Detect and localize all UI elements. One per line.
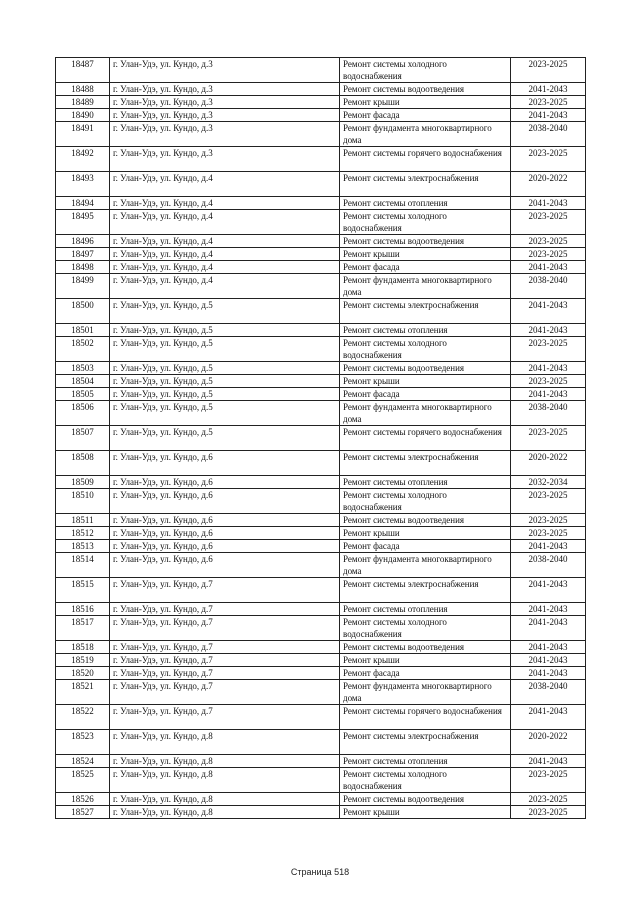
row-address: г. Улан-Удэ, ул. Кундо, д.3 <box>110 96 340 109</box>
table-row <box>56 616 586 641</box>
row-period: 2038-2040 <box>511 401 586 426</box>
row-work-type: Ремонт системы водоотведения <box>340 514 511 527</box>
row-period: 2023-2025 <box>511 806 586 819</box>
row-address: г. Улан-Удэ, ул. Кундо, д.3 <box>110 83 340 96</box>
row-work-type: Ремонт фасада <box>340 109 511 122</box>
row-work-type: Ремонт крыши <box>340 806 511 819</box>
row-address: г. Улан-Удэ, ул. Кундо, д.7 <box>110 578 340 603</box>
row-number: 18514 <box>56 553 110 578</box>
row-number: 18504 <box>56 375 110 388</box>
row-address: г. Улан-Удэ, ул. Кундо, д.7 <box>110 641 340 654</box>
table-row <box>56 274 586 299</box>
row-work-type: Ремонт системы холодного водоснабжения <box>340 616 511 641</box>
row-number: 18527 <box>56 806 110 819</box>
row-number: 18493 <box>56 172 110 197</box>
row-address: г. Улан-Удэ, ул. Кундо, д.4 <box>110 248 340 261</box>
row-work-type: Ремонт системы горячего водоснабжения <box>340 426 511 451</box>
table-row <box>56 514 586 527</box>
row-number: 18490 <box>56 109 110 122</box>
row-number: 18526 <box>56 793 110 806</box>
row-work-type: Ремонт крыши <box>340 375 511 388</box>
table-row <box>56 755 586 768</box>
row-work-type: Ремонт системы отопления <box>340 197 511 210</box>
table-row <box>56 730 586 755</box>
row-number: 18495 <box>56 210 110 235</box>
row-period: 2041-2043 <box>511 197 586 210</box>
row-address: г. Улан-Удэ, ул. Кундо, д.3 <box>110 109 340 122</box>
row-work-type: Ремонт системы водоотведения <box>340 793 511 806</box>
row-period: 2023-2025 <box>511 147 586 172</box>
table-row <box>56 489 586 514</box>
row-work-type: Ремонт фасада <box>340 667 511 680</box>
row-number: 18521 <box>56 680 110 705</box>
table-row <box>56 197 586 210</box>
row-number: 18498 <box>56 261 110 274</box>
row-work-type: Ремонт системы водоотведения <box>340 83 511 96</box>
row-period: 2020-2022 <box>511 172 586 197</box>
row-address: г. Улан-Удэ, ул. Кундо, д.6 <box>110 540 340 553</box>
row-number: 18511 <box>56 514 110 527</box>
row-number: 18505 <box>56 388 110 401</box>
row-address: г. Улан-Удэ, ул. Кундо, д.5 <box>110 337 340 362</box>
row-work-type: Ремонт системы горячего водоснабжения <box>340 705 511 730</box>
row-address: г. Улан-Удэ, ул. Кундо, д.6 <box>110 553 340 578</box>
row-number: 18512 <box>56 527 110 540</box>
row-number: 18516 <box>56 603 110 616</box>
row-period: 2020-2022 <box>511 451 586 476</box>
row-number: 18487 <box>56 58 110 83</box>
row-number: 18520 <box>56 667 110 680</box>
row-number: 18502 <box>56 337 110 362</box>
row-period: 2041-2043 <box>511 755 586 768</box>
table-row <box>56 375 586 388</box>
row-work-type: Ремонт фундамента многоквартирного дома <box>340 274 511 299</box>
row-address: г. Улан-Удэ, ул. Кундо, д.4 <box>110 210 340 235</box>
table-row <box>56 641 586 654</box>
table-row <box>56 248 586 261</box>
table-row <box>56 109 586 122</box>
row-number: 18515 <box>56 578 110 603</box>
row-address: г. Улан-Удэ, ул. Кундо, д.8 <box>110 806 340 819</box>
table-row <box>56 527 586 540</box>
row-work-type: Ремонт крыши <box>340 654 511 667</box>
row-work-type: Ремонт фасада <box>340 540 511 553</box>
row-work-type: Ремонт фундамента многоквартирного дома <box>340 553 511 578</box>
row-period: 2041-2043 <box>511 388 586 401</box>
table-row <box>56 147 586 172</box>
row-address: г. Улан-Удэ, ул. Кундо, д.4 <box>110 235 340 248</box>
row-period: 2023-2025 <box>511 235 586 248</box>
row-period: 2020-2022 <box>511 730 586 755</box>
row-number: 18522 <box>56 705 110 730</box>
table-row <box>56 768 586 793</box>
row-number: 18508 <box>56 451 110 476</box>
row-number: 18503 <box>56 362 110 375</box>
row-work-type: Ремонт фундамента многоквартирного дома <box>340 401 511 426</box>
row-address: г. Улан-Удэ, ул. Кундо, д.6 <box>110 514 340 527</box>
row-number: 18517 <box>56 616 110 641</box>
row-address: г. Улан-Удэ, ул. Кундо, д.6 <box>110 489 340 514</box>
row-address: г. Улан-Удэ, ул. Кундо, д.3 <box>110 122 340 147</box>
table-row <box>56 578 586 603</box>
row-number: 18523 <box>56 730 110 755</box>
row-period: 2041-2043 <box>511 362 586 375</box>
row-address: г. Улан-Удэ, ул. Кундо, д.4 <box>110 274 340 299</box>
row-work-type: Ремонт системы отопления <box>340 603 511 616</box>
row-work-type: Ремонт системы холодного водоснабжения <box>340 768 511 793</box>
row-work-type: Ремонт системы отопления <box>340 476 511 489</box>
row-period: 2041-2043 <box>511 324 586 337</box>
row-period: 2023-2025 <box>511 426 586 451</box>
row-address: г. Улан-Удэ, ул. Кундо, д.3 <box>110 58 340 83</box>
row-number: 18519 <box>56 654 110 667</box>
row-number: 18500 <box>56 299 110 324</box>
row-address: г. Улан-Удэ, ул. Кундо, д.5 <box>110 362 340 375</box>
row-address: г. Улан-Удэ, ул. Кундо, д.7 <box>110 667 340 680</box>
row-number: 18518 <box>56 641 110 654</box>
row-address: г. Улан-Удэ, ул. Кундо, д.6 <box>110 451 340 476</box>
row-number: 18509 <box>56 476 110 489</box>
row-period: 2023-2025 <box>511 768 586 793</box>
table-row <box>56 451 586 476</box>
row-address: г. Улан-Удэ, ул. Кундо, д.7 <box>110 705 340 730</box>
row-number: 18507 <box>56 426 110 451</box>
table-row <box>56 654 586 667</box>
table-row <box>56 261 586 274</box>
row-period: 2041-2043 <box>511 667 586 680</box>
row-number: 18510 <box>56 489 110 514</box>
row-work-type: Ремонт крыши <box>340 527 511 540</box>
row-address: г. Улан-Удэ, ул. Кундо, д.4 <box>110 261 340 274</box>
table-row <box>56 540 586 553</box>
row-period: 2023-2025 <box>511 96 586 109</box>
row-address: г. Улан-Удэ, ул. Кундо, д.6 <box>110 527 340 540</box>
row-work-type: Ремонт системы холодного водоснабжения <box>340 337 511 362</box>
row-period: 2041-2043 <box>511 654 586 667</box>
page-number: Страница 518 <box>290 867 350 877</box>
table-row <box>56 705 586 730</box>
row-period: 2041-2043 <box>511 578 586 603</box>
row-period: 2041-2043 <box>511 299 586 324</box>
row-number: 18501 <box>56 324 110 337</box>
row-period: 2023-2025 <box>511 248 586 261</box>
row-number: 18524 <box>56 755 110 768</box>
row-work-type: Ремонт системы отопления <box>340 755 511 768</box>
row-work-type: Ремонт системы водоотведения <box>340 641 511 654</box>
row-period: 2023-2025 <box>511 489 586 514</box>
row-work-type: Ремонт фасада <box>340 261 511 274</box>
row-period: 2038-2040 <box>511 122 586 147</box>
row-address: г. Улан-Удэ, ул. Кундо, д.4 <box>110 197 340 210</box>
row-work-type: Ремонт фасада <box>340 388 511 401</box>
row-work-type: Ремонт системы холодного водоснабжения <box>340 58 511 83</box>
table-row <box>56 806 586 819</box>
row-number: 18488 <box>56 83 110 96</box>
table-row <box>56 667 586 680</box>
row-period: 2041-2043 <box>511 540 586 553</box>
row-period: 2023-2025 <box>511 527 586 540</box>
row-period: 2038-2040 <box>511 553 586 578</box>
row-period: 2038-2040 <box>511 274 586 299</box>
row-address: г. Улан-Удэ, ул. Кундо, д.3 <box>110 147 340 172</box>
row-address: г. Улан-Удэ, ул. Кундо, д.7 <box>110 680 340 705</box>
row-address: г. Улан-Удэ, ул. Кундо, д.7 <box>110 603 340 616</box>
table-row <box>56 603 586 616</box>
row-work-type: Ремонт фундамента многоквартирного дома <box>340 122 511 147</box>
row-period: 2041-2043 <box>511 616 586 641</box>
row-address: г. Улан-Удэ, ул. Кундо, д.5 <box>110 375 340 388</box>
table-row <box>56 337 586 362</box>
table-row <box>56 122 586 147</box>
row-period: 2032-2034 <box>511 476 586 489</box>
table-row <box>56 793 586 806</box>
row-period: 2023-2025 <box>511 375 586 388</box>
row-work-type: Ремонт фундамента многоквартирного дома <box>340 680 511 705</box>
row-work-type: Ремонт крыши <box>340 96 511 109</box>
row-address: г. Улан-Удэ, ул. Кундо, д.5 <box>110 401 340 426</box>
row-work-type: Ремонт системы электроснабжения <box>340 451 511 476</box>
row-number: 18496 <box>56 235 110 248</box>
table-row <box>56 172 586 197</box>
row-number: 18499 <box>56 274 110 299</box>
row-work-type: Ремонт системы электроснабжения <box>340 299 511 324</box>
table-row <box>56 324 586 337</box>
row-period: 2041-2043 <box>511 261 586 274</box>
table-row <box>56 476 586 489</box>
row-address: г. Улан-Удэ, ул. Кундо, д.5 <box>110 388 340 401</box>
row-address: г. Улан-Удэ, ул. Кундо, д.5 <box>110 299 340 324</box>
row-work-type: Ремонт крыши <box>340 248 511 261</box>
table-row <box>56 362 586 375</box>
row-address: г. Улан-Удэ, ул. Кундо, д.5 <box>110 426 340 451</box>
row-work-type: Ремонт системы холодного водоснабжения <box>340 210 511 235</box>
row-address: г. Улан-Удэ, ул. Кундо, д.7 <box>110 616 340 641</box>
row-address: г. Улан-Удэ, ул. Кундо, д.4 <box>110 172 340 197</box>
row-period: 2041-2043 <box>511 641 586 654</box>
row-number: 18525 <box>56 768 110 793</box>
table-row <box>56 299 586 324</box>
table-row <box>56 83 586 96</box>
row-number: 18489 <box>56 96 110 109</box>
table-row <box>56 388 586 401</box>
row-period: 2038-2040 <box>511 680 586 705</box>
row-period: 2023-2025 <box>511 210 586 235</box>
table-row <box>56 210 586 235</box>
table-row <box>56 235 586 248</box>
row-address: г. Улан-Удэ, ул. Кундо, д.8 <box>110 730 340 755</box>
row-address: г. Улан-Удэ, ул. Кундо, д.8 <box>110 768 340 793</box>
row-address: г. Улан-Удэ, ул. Кундо, д.8 <box>110 793 340 806</box>
table-row <box>56 96 586 109</box>
row-work-type: Ремонт системы горячего водоснабжения <box>340 147 511 172</box>
row-period: 2023-2025 <box>511 337 586 362</box>
row-work-type: Ремонт системы водоотведения <box>340 362 511 375</box>
row-work-type: Ремонт системы электроснабжения <box>340 730 511 755</box>
row-number: 18497 <box>56 248 110 261</box>
row-address: г. Улан-Удэ, ул. Кундо, д.5 <box>110 324 340 337</box>
row-period: 2041-2043 <box>511 603 586 616</box>
row-period: 2041-2043 <box>511 109 586 122</box>
row-address: г. Улан-Удэ, ул. Кундо, д.7 <box>110 654 340 667</box>
row-period: 2023-2025 <box>511 793 586 806</box>
row-number: 18513 <box>56 540 110 553</box>
table-row <box>56 426 586 451</box>
row-number: 18492 <box>56 147 110 172</box>
row-number: 18494 <box>56 197 110 210</box>
row-number: 18491 <box>56 122 110 147</box>
row-work-type: Ремонт системы водоотведения <box>340 235 511 248</box>
row-period: 2041-2043 <box>511 83 586 96</box>
row-number: 18506 <box>56 401 110 426</box>
row-work-type: Ремонт системы электроснабжения <box>340 578 511 603</box>
table-row <box>56 680 586 705</box>
row-period: 2023-2025 <box>511 58 586 83</box>
row-work-type: Ремонт системы холодного водоснабжения <box>340 489 511 514</box>
row-work-type: Ремонт системы электроснабжения <box>340 172 511 197</box>
table-row <box>56 58 586 83</box>
row-period: 2041-2043 <box>511 705 586 730</box>
repair-schedule-table <box>55 57 586 819</box>
row-work-type: Ремонт системы отопления <box>340 324 511 337</box>
table-row <box>56 401 586 426</box>
table-row <box>56 553 586 578</box>
row-address: г. Улан-Удэ, ул. Кундо, д.6 <box>110 476 340 489</box>
row-address: г. Улан-Удэ, ул. Кундо, д.8 <box>110 755 340 768</box>
table-body <box>56 58 586 819</box>
row-period: 2023-2025 <box>511 514 586 527</box>
